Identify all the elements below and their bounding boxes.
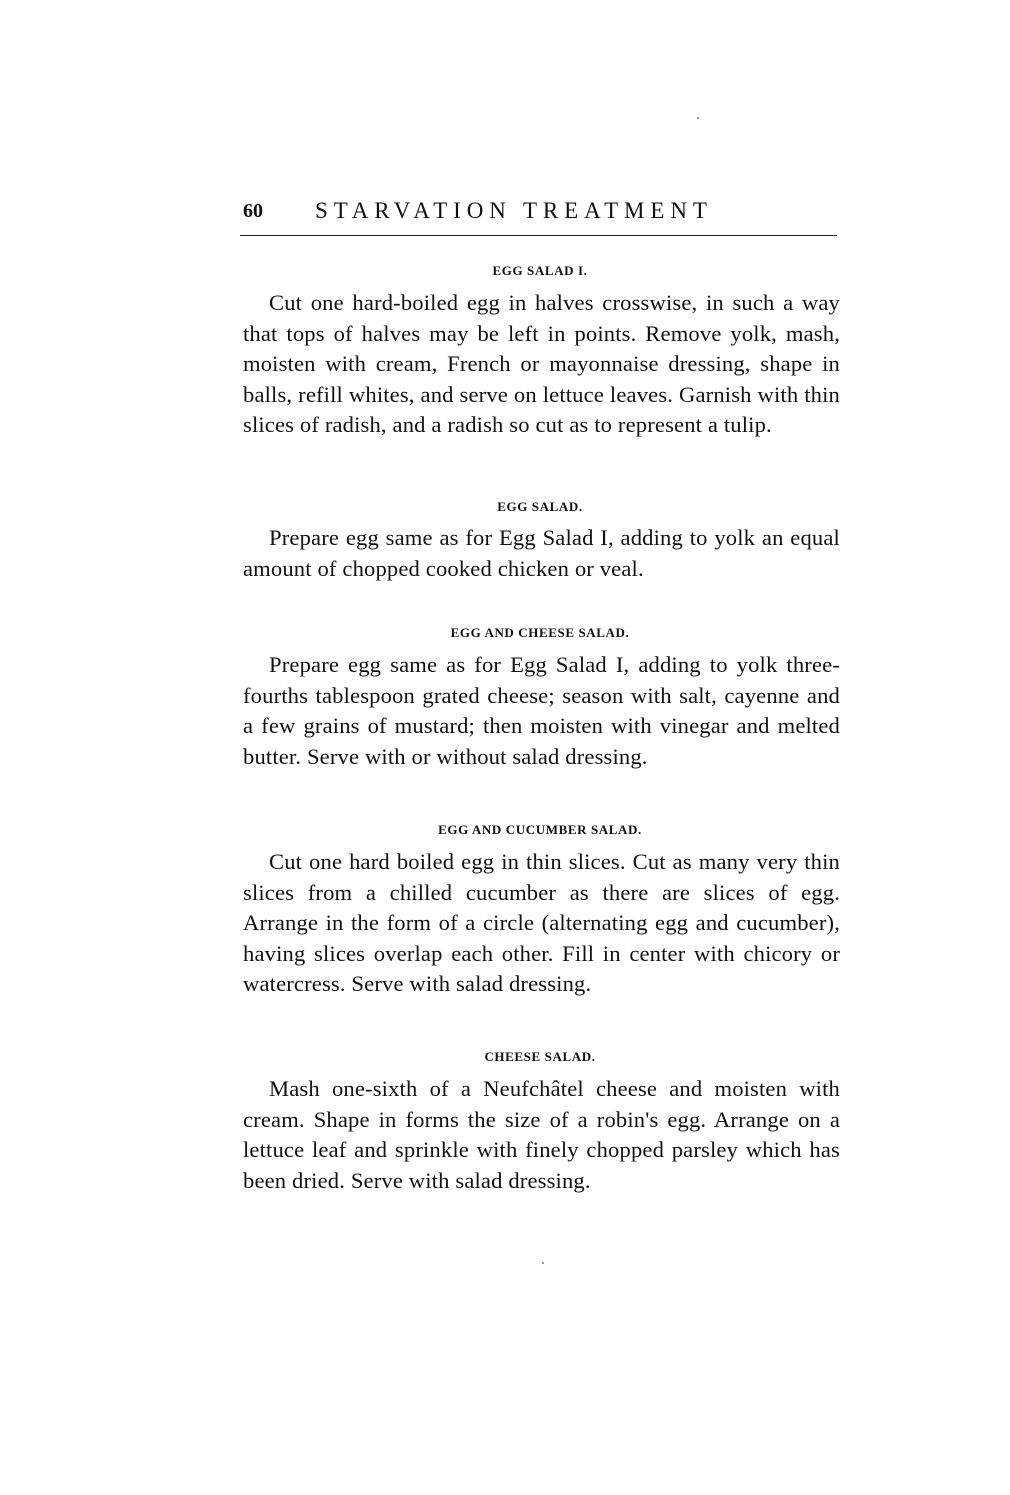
section-heading-egg-salad: EGG SALAD. — [497, 499, 583, 514]
section-heading-egg-and-cheese-salad: EGG AND CHEESE SALAD. — [450, 625, 630, 640]
page-number: 60 — [243, 200, 263, 222]
page-header — [243, 198, 837, 232]
section-text-cheese-salad: Mash one-sixth of a Neufchâtel cheese and moisten with cream. Shape in forms the size of a robin's egg. Arrange on a lettuce leaf and sprinkle with finely chopped parsley which has been dried. Serve with salad dressing. — [243, 1076, 840, 1193]
section-heading-cheese-salad: CHEESE SALAD. — [484, 1049, 596, 1064]
section-text-egg-salad: Prepare egg same as for Egg Salad I, adding to yolk an equal amount of chopped cooked chicken or veal. — [243, 525, 840, 581]
section-heading-egg-and-cucumber-salad: EGG AND CUCUMBER SALAD. — [438, 822, 642, 837]
running-title: STARVATION TREATMENT — [315, 198, 713, 223]
section-text-egg-and-cucumber-salad: Cut one hard boiled egg in thin slices. Cut as many very thin slices from a chilled cucumber as there are slices of egg. Arrange in the form of a circle (alternating egg and cucumber), having slices overlap each other. Fill in center with chicory or watercress. Serve with salad dressing. — [243, 849, 840, 996]
scan-speck — [697, 117, 699, 119]
header-rule — [240, 235, 837, 236]
section-heading-egg-salad-i: EGG SALAD I. — [492, 263, 588, 278]
scan-speck — [542, 1262, 544, 1264]
section-text-egg-and-cheese-salad: Prepare egg same as for Egg Salad I, adding to yolk three-fourths tablespoon grated cheese; season with salt, cayenne and a few grains of mustard; then moisten with vinegar and melted butter. Serve with or without salad dressing. — [243, 652, 840, 769]
section-text-egg-salad-i: Cut one hard-boiled egg in halves crosswise, in such a way that tops of halves may be left in points. Remove yolk, mash, moisten with cream, French or mayonnaise dressing, shape in balls, refill whites, and serve on lettuce leaves. Garnish with thin slices of radish, and a radish so cut as to represent a tulip. — [243, 290, 840, 437]
